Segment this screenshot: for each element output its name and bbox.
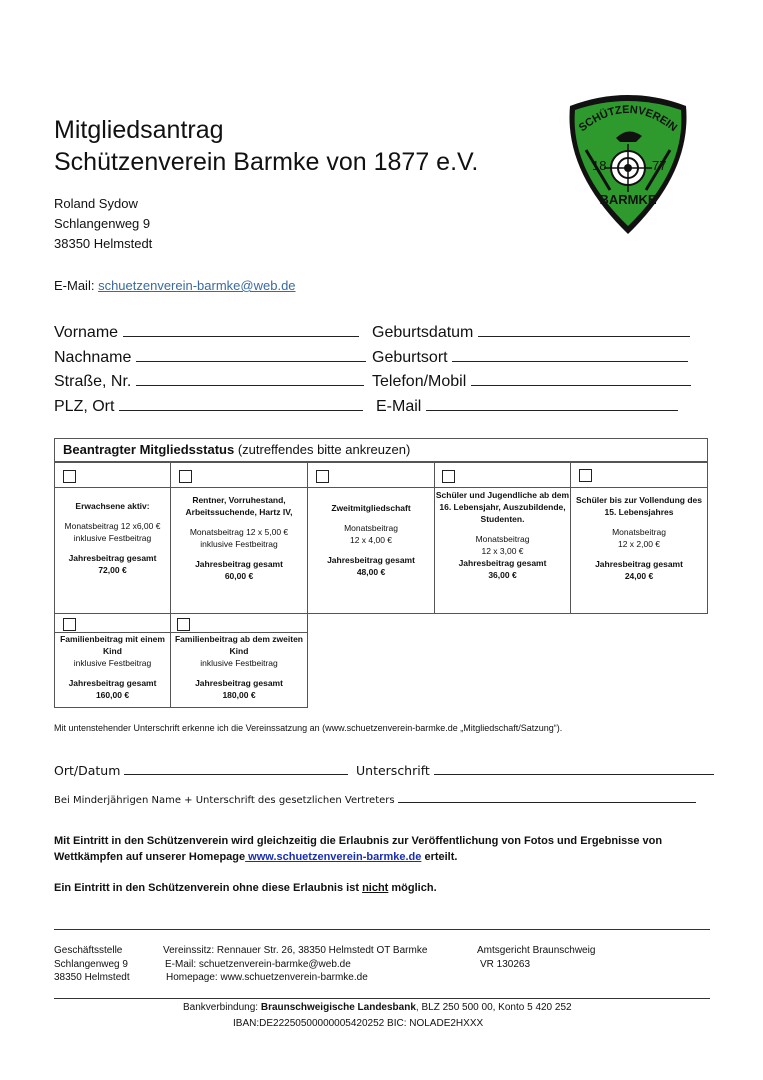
notice-line2-post: erteilt. [421,851,458,863]
club-name: Schützenverein Barmke von 1877 e.V. [54,148,479,176]
option-title: Schüler und Jugendliche ab dem 16. Lebensjahr, Auszubildende, Studenten. [435,490,570,524]
checkbox-schueler-16[interactable] [442,470,455,483]
input-line-plz-ort[interactable] [119,396,363,411]
option-title: Rentner, Vorruhestand, Arbeitssuchende, Hartz IV, [185,495,293,517]
footer-divider [54,929,710,930]
input-line-telefon[interactable] [471,371,691,386]
option-note: 12 x 2,00 € [617,539,661,549]
label-telefon: Telefon/Mobil [372,373,467,390]
option-total-label: Jahresbeitrag gesamt [68,678,157,688]
option-schueler-15 [570,487,708,614]
field-ort-datum[interactable] [54,762,348,778]
contact-street: Schlangenweg 9 [54,216,151,231]
checkbox-cell [570,462,708,488]
option-total: 60,00 € [224,571,254,581]
logo-top-text: SCHÜTZENVEREIN [576,103,680,135]
option-fee: Monatsbeitrag [344,523,398,533]
option-fee: Monatsbeitrag [612,527,666,537]
logo-year-left: 18 [592,158,607,173]
field-vorname[interactable] [54,322,359,342]
form-title: Mitgliedsantrag [54,116,224,144]
label-plz-ort: PLZ, Ort [54,398,115,415]
option-fee: Monatsbeitrag 12 x6,00 € [64,521,161,531]
bank-details [183,1002,572,1013]
option-total-label: Jahresbeitrag gesamt [458,558,547,568]
option-total-label: Jahresbeitrag gesamt [68,553,157,563]
option-total: 160,00 € [95,690,130,700]
footer-court: Amtsgericht Braunschweig [477,945,596,956]
footer-email: E-Mail: schuetzenverein-barmke@web.de [165,959,351,970]
option-zweitmitglied [307,487,435,614]
bank-post: , BLZ 250 500 00, Konto 5 420 252 [415,1002,572,1013]
label-strasse: Straße, Nr. [54,373,132,390]
option-total: 72,00 € [98,565,127,575]
option-erwachsene [54,487,171,614]
checkbox-rentner[interactable] [179,470,192,483]
email-label: E-Mail: [54,278,99,293]
bank-name: Braunschweigische Landesbank [260,1002,416,1013]
option-note: inklusive Festbeitrag [200,539,278,549]
label-nachname: Nachname [54,349,132,366]
option-title: Schüler bis zur Vollendung des 15. Lebensjahres [576,495,702,517]
option-familie-1 [54,632,171,708]
option-total: 180,00 € [222,690,256,700]
footer-register: VR 130263 [480,959,531,970]
notice-line1: Mit Eintritt in den Schützenverein wird gleichzeitig die Erlaubnis zur Veröffentlichung von Fotos und Ergebnisse von [54,835,663,847]
footer-office-city: 38350 Helmstedt [54,972,130,983]
notice-line3-post: möglich. [388,882,437,894]
label-unterschrift: Unterschrift [356,763,430,778]
option-title: Zweitmitgliedschaft [331,503,411,513]
checkbox-zweitmitglied[interactable] [316,470,329,483]
option-note: 12 x 4,00 € [349,535,393,545]
option-title: Familienbeitrag mit einem Kind [60,634,165,656]
option-note: inklusive Festbeitrag [73,658,152,668]
input-line-geburtsdatum[interactable] [478,322,690,337]
option-fee: Monatsbeitrag [475,534,530,544]
bank-pre: Bankverbindung: [183,1002,261,1013]
footer-office-label: Geschäftsstelle [54,945,123,956]
logo-year-right: 77 [652,158,667,173]
option-familie-2 [170,632,308,708]
field-nachname[interactable] [54,347,366,367]
input-line-nachname[interactable] [136,347,366,362]
footer-office-street: Schlangenweg 9 [54,959,128,970]
notice-line3-nicht: nicht [362,882,389,894]
option-title: Familienbeitrag ab dem zweiten Kind [174,634,303,656]
option-rentner [170,487,308,614]
bank-divider [54,998,710,999]
field-plz-ort[interactable] [54,396,363,416]
checkbox-cell [54,613,171,633]
input-line-geburtsort[interactable] [452,347,688,362]
checkbox-cell [170,613,308,633]
option-total: 24,00 € [624,571,654,581]
satzung-text: Mit untenstehender Unterschrift erkenne ich die Vereinssatzung an (www.schuetzenverein-barmke.de „Mitgliedschaft/Satzung“). [54,723,563,733]
checkbox-cell [54,462,171,488]
input-line-strasse[interactable] [136,371,364,386]
field-geburtsort[interactable] [372,347,688,367]
label-minor: Bei Minderjährigen Name + Unterschrift des gesetzlichen Vertreters [54,795,395,806]
option-total-label: Jahresbeitrag gesamt [195,559,283,569]
option-schueler-16 [434,487,571,614]
field-email[interactable] [376,396,678,416]
checkbox-schueler-15[interactable] [579,469,592,482]
input-line-ort-datum[interactable] [124,762,348,775]
field-geburtsdatum[interactable] [372,322,690,342]
label-vorname: Vorname [54,324,119,341]
field-strasse[interactable] [54,371,364,391]
consent-required-notice [54,880,437,896]
field-unterschrift[interactable] [356,762,714,778]
email-line [54,278,296,293]
club-logo [560,92,696,238]
input-line-email[interactable] [426,396,678,411]
logo-bottom-text: BARMKE [599,192,657,207]
bank-iban: IBAN:DE22250500000005420252 BIC: NOLADE2HXXX [233,1018,484,1029]
input-line-minor[interactable] [398,792,696,803]
footer-homepage: Homepage: www.schuetzenverein-barmke.de [166,972,368,983]
option-note: inklusive Festbeitrag [73,533,152,543]
option-total-label: Jahresbeitrag gesamt [595,559,683,569]
contact-name: Roland Sydow [54,196,138,211]
checkbox-cell [170,462,308,488]
label-ort-datum: Ort/Datum [54,763,121,778]
label-geburtsort: Geburtsort [372,349,448,366]
notice-line2-pre: Wettkämpfen auf unserer Homepage [54,851,246,863]
option-total: 48,00 € [356,567,386,577]
input-line-vorname[interactable] [123,322,359,337]
status-table-header [54,438,708,462]
checkbox-erwachsene[interactable] [63,470,76,483]
email-link[interactable]: schuetzenverein-barmke@web.de [98,278,296,293]
footer-seat: Vereinssitz: Rennauer Str. 26, 38350 Helmstedt OT Barmke [163,945,428,956]
option-title: Erwachsene aktiv: [75,501,150,511]
photo-consent-notice [54,833,734,865]
label-email: E-Mail [376,398,422,415]
field-minor-signature[interactable] [54,792,696,806]
checkbox-cell [434,462,571,488]
checkbox-familie-2[interactable] [177,618,190,631]
contact-city: 38350 Helmstedt [54,236,153,251]
label-geburtsdatum: Geburtsdatum [372,324,474,341]
homepage-link[interactable]: www.schuetzenverein-barmke.de [245,851,422,863]
field-telefon[interactable] [372,371,691,391]
option-note: inklusive Festbeitrag [200,658,278,668]
option-total-label: Jahresbeitrag gesamt [195,678,283,688]
checkbox-familie-1[interactable] [63,618,76,631]
option-fee: Monatsbeitrag 12 x 5,00 € [189,527,289,537]
checkbox-cell [307,462,435,488]
status-header-bold: Beantragter Mitgliedsstatus [63,442,235,457]
option-note: 12 x 3,00 € [481,546,524,556]
status-header-rest: (zutreffendes bitte ankreuzen) [234,442,411,457]
option-total: 36,00 € [488,570,517,580]
notice-line3-pre: Ein Eintritt in den Schützenverein ohne diese Erlaubnis ist [54,882,363,894]
option-total-label: Jahresbeitrag gesamt [327,555,415,565]
input-line-unterschrift[interactable] [434,762,714,775]
